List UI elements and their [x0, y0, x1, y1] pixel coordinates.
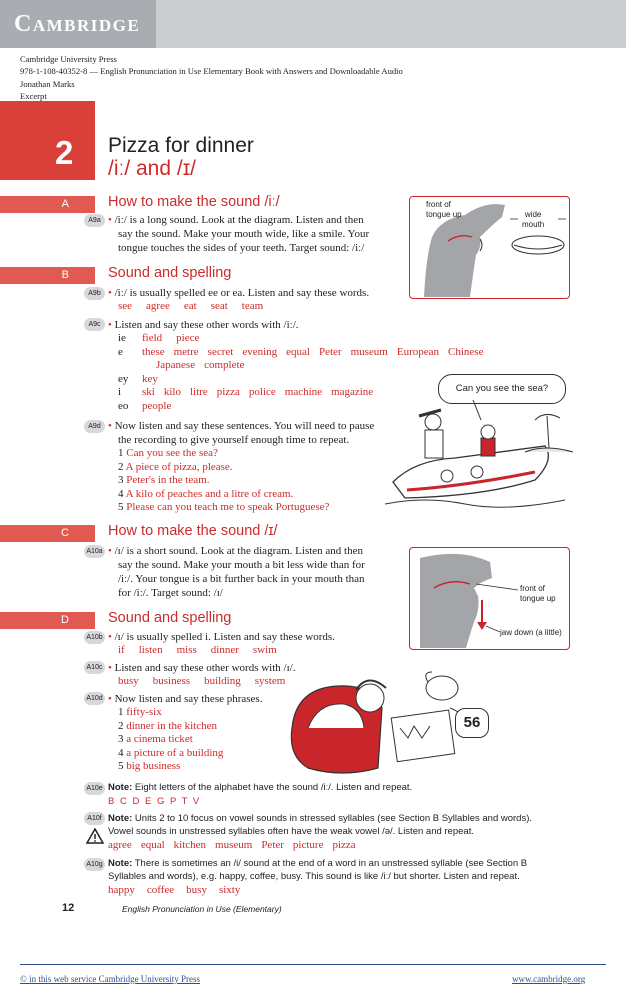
- spelling-row-i: i ski kilo litre pizza police machine magazine: [118, 386, 374, 398]
- word: system: [254, 675, 286, 687]
- unit-number: 2: [55, 134, 74, 171]
- audio-track-a9c[interactable]: A9c: [84, 318, 105, 331]
- diagram-label-mouth: mouth: [522, 220, 545, 229]
- section-d-other-words: • Listen and say these other words with /ɪ/.: [108, 662, 296, 674]
- speech-bubble: Can you see the sea?: [438, 374, 566, 404]
- audio-track-a10c[interactable]: A10c: [84, 661, 105, 674]
- word: agree: [146, 300, 170, 312]
- phrase-list: [118, 706, 223, 774]
- section-a-text: • /iː/ is a long sound. Look at the diagram. Listen and then say the sound. Make your mouth wide, like a smile. Your tongue touches the sides of your teeth. Target sound: /iː/: [108, 214, 370, 254]
- word: picture: [292, 839, 324, 851]
- audio-track-a9a[interactable]: A9a: [84, 214, 105, 227]
- section-b-heading: Sound and spelling: [108, 265, 232, 281]
- word: if: [118, 644, 125, 656]
- publisher: Cambridge University Press: [20, 54, 117, 64]
- word: pizza: [332, 839, 356, 851]
- book-title-footer: English Pronunciation in Use (Elementary): [122, 904, 282, 914]
- mouth-diagram-i: [409, 547, 570, 650]
- word: busy: [118, 675, 139, 687]
- word: coffee: [146, 884, 175, 896]
- word: equal: [140, 839, 165, 851]
- phrase-item: 5 big business: [118, 760, 181, 772]
- unit-title: Pizza for dinner: [108, 134, 254, 157]
- word: happy: [108, 884, 135, 896]
- phrase-item: 3 a cinema ticket: [118, 733, 193, 745]
- word: miss: [176, 644, 197, 656]
- word: listen: [138, 644, 163, 656]
- section-tab-b: B: [0, 267, 95, 284]
- sentence-list: [118, 447, 329, 515]
- author: Jonathan Marks: [20, 78, 75, 89]
- spelling-row-eo: eo people: [118, 399, 172, 412]
- audio-track-a10a[interactable]: A10a: [84, 545, 105, 558]
- footer-divider: [20, 964, 606, 965]
- warning-icon: [86, 828, 104, 844]
- audio-track-a10f[interactable]: A10f: [84, 812, 105, 825]
- section-b-other-words: • Listen and say these other words with /iː/.: [108, 319, 299, 331]
- section-tab-c: C: [0, 525, 95, 542]
- diagram-label-front: front of: [520, 584, 545, 593]
- ticket-number-bubble: 56: [455, 708, 489, 738]
- website-link[interactable]: www.cambridge.org: [512, 974, 586, 984]
- spelling-row-ey: ey key: [118, 372, 158, 385]
- word: eat: [183, 300, 197, 312]
- book-metadata: [20, 53, 403, 102]
- section-tab-a: A: [0, 196, 95, 213]
- spelling-row-e: e these metre secret evening equal Peter museum European Chinese: [118, 345, 484, 358]
- diagram-label-wide: wide: [524, 210, 542, 219]
- mouth-diagram-ee: [409, 196, 570, 299]
- diagram-label-tongue: tongue up: [520, 594, 556, 603]
- excerpt-label: Excerpt: [20, 90, 47, 101]
- word: see: [118, 300, 133, 312]
- note-weak-vowel: Note: Units 2 to 10 focus on vowel sounds in stressed syllables (see Section B Syllables and words). Vowel sounds in unstressed syllables often have the weak vowel /ə/. Listen and repeat.: [108, 813, 533, 837]
- word: seat: [210, 300, 228, 312]
- weak-vowel-words: [108, 839, 356, 851]
- section-d-heading: Sound and spelling: [108, 610, 232, 626]
- note-alphabet: Note: Eight letters of the alphabet have the sound /iː/. Listen and repeat.: [108, 782, 413, 793]
- word-list-ee-ea: [118, 300, 277, 312]
- unit-number-box: [0, 101, 95, 180]
- word: swim: [252, 644, 277, 656]
- spelling-row-e-cont: Japanese complete: [156, 359, 245, 371]
- spelling-row-ie: ie field piece: [118, 332, 200, 344]
- sentence-item: 3 Peter's in the team.: [118, 474, 210, 486]
- diagram-label-tongue: tongue up: [426, 210, 462, 219]
- unit-subtitle: /iː/ and /ɪ/: [108, 157, 197, 180]
- section-a-heading: How to make the sound /iː/: [108, 194, 280, 210]
- word: museum: [215, 839, 253, 851]
- section-d-phrases-intro: • Now listen and say these phrases.: [108, 693, 263, 705]
- audio-track-a10g[interactable]: A10g: [84, 858, 105, 871]
- page-number: 12: [62, 902, 75, 914]
- word-list-i: [118, 644, 291, 656]
- sentence-item: 1 Can you see the sea?: [118, 447, 218, 459]
- word: team: [241, 300, 264, 312]
- diagram-label-front: front of: [426, 200, 451, 209]
- cambridge-logo: Cambridge: [0, 0, 156, 48]
- word: kitchen: [173, 839, 207, 851]
- section-b-sentences-intro: • Now listen and say these sentences. You will need to pause the recording to give yourself enough time to repeat.: [108, 420, 375, 446]
- word: busy: [186, 884, 207, 896]
- word: sixty: [218, 884, 241, 896]
- phrase-item: 2 dinner in the kitchen: [118, 719, 217, 732]
- word: building: [204, 675, 241, 687]
- word-list-i-other: [118, 675, 299, 687]
- audio-track-a9d[interactable]: A9d: [84, 420, 105, 433]
- phrase-item: 1 fifty-six: [118, 706, 162, 718]
- audio-track-a10e[interactable]: A10e: [84, 782, 105, 795]
- section-b-intro: • /iː/ is usually spelled ee or ea. Listen and say these words.: [108, 287, 370, 299]
- word: Peter: [261, 839, 284, 851]
- word: business: [152, 675, 191, 687]
- audio-track-a10d[interactable]: A10d: [84, 692, 105, 705]
- diagram-label-jaw: jaw down (a little): [500, 628, 562, 637]
- phrase-item: 4 a picture of a building: [118, 746, 224, 759]
- ship-illustration: [385, 400, 575, 512]
- section-d-intro: • /ɪ/ is usually spelled i. Listen and say these words.: [108, 631, 335, 643]
- alphabet-letters: B C D E G P T V: [108, 796, 201, 807]
- word: agree: [108, 839, 132, 851]
- word: dinner: [210, 644, 239, 656]
- section-c-text: • /ɪ/ is a short sound. Look at the diagram. Listen and then say the sound. Make your mouth a bit less wide than for /iː/. Your tongue is a bit further back in your mouth than for /iː/. Target sound: /ɪ/: [108, 545, 365, 599]
- note-unstressed-i: Note: There is sometimes an /i/ sound at the end of a word in an unstressed syllable (see Section B Syllables and words), e.g. happy, coffee, busy. This sound is like /iː/ but shorter. Listen and repeat.: [108, 858, 528, 882]
- unstressed-i-words: [108, 884, 240, 896]
- audio-track-a10b[interactable]: A10b: [84, 631, 105, 644]
- section-tab-d: D: [0, 612, 95, 629]
- audio-track-a9b[interactable]: A9b: [84, 287, 105, 300]
- sentence-item: 4 A kilo of peaches and a litre of cream.: [118, 487, 294, 500]
- sentence-item: 2 A piece of pizza, please.: [118, 460, 233, 473]
- copyright-link[interactable]: © in this web service Cambridge University Press: [20, 974, 201, 984]
- isbn-title: 978-1-108-40352-8 — English Pronunciation in Use Elementary Book with Answers and Downloadable Audio: [20, 66, 403, 77]
- section-c-heading: How to make the sound /ɪ/: [108, 523, 278, 539]
- sentence-item: 5 Please can you teach me to speak Portuguese?: [118, 501, 330, 513]
